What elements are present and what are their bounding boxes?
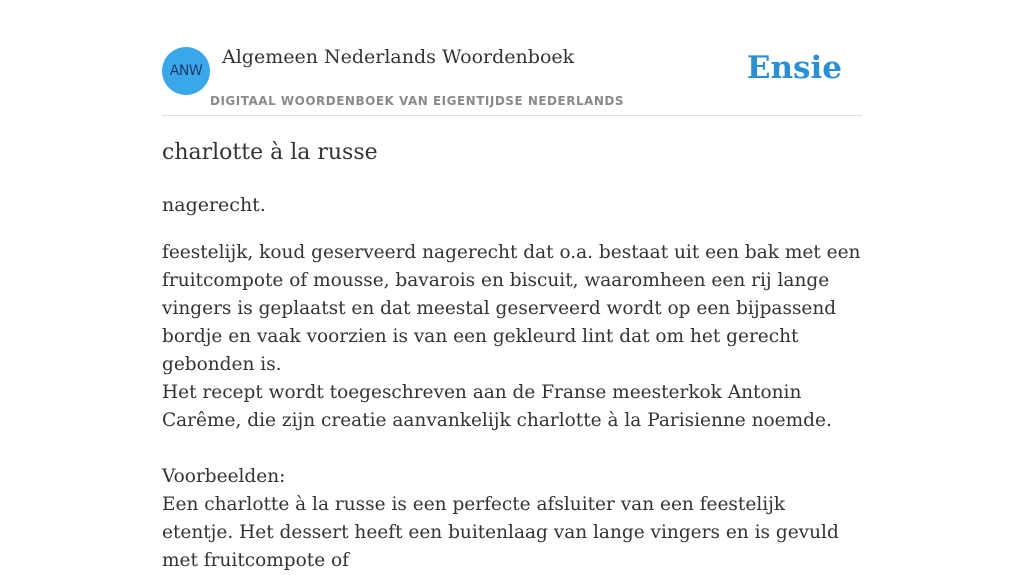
example-sentence: Een charlotte à la russe is een perfecte afsluiter van een feestelijk etentje. Het dessert heeft een buitenlaag van lange vingers en is gevuld met fruitcompote of (162, 494, 839, 571)
anw-logo[interactable]: ANW (162, 47, 210, 95)
examples-label: Voorbeelden: (162, 466, 286, 487)
entry-part-of-speech: nagerecht. (162, 194, 266, 216)
site-header (162, 0, 862, 116)
definition-origin: Het recept wordt toegeschreven aan de Franse meesterkok Antonin Carême, die zijn creatie aanvankelijk charlotte à la Parisienne noemde. (162, 382, 832, 431)
site-tagline: DIGITAAL WOORDENBOEK VAN EIGENTIJDSE NEDERLANDS (210, 94, 625, 108)
entry-definition (162, 239, 862, 575)
ensie-brand-link[interactable]: Ensie (746, 50, 842, 86)
entry-headword: charlotte à la russe (162, 140, 378, 165)
site-name[interactable]: Algemeen Nederlands Woordenboek (222, 46, 575, 68)
spacer (162, 435, 862, 463)
definition-paragraph: feestelijk, koud geserveerd nagerecht dat o.a. bestaat uit een bak met een fruitcompote of mousse, bavarois en biscuit, waaromheen een rij lange vingers is geplaatst en dat meestal geserveerd wordt op een bijpassend bordje en vaak voorzien is van een gekleurd lint dat om het gerecht gebonden is. (162, 242, 861, 375)
page-container (162, 0, 862, 571)
